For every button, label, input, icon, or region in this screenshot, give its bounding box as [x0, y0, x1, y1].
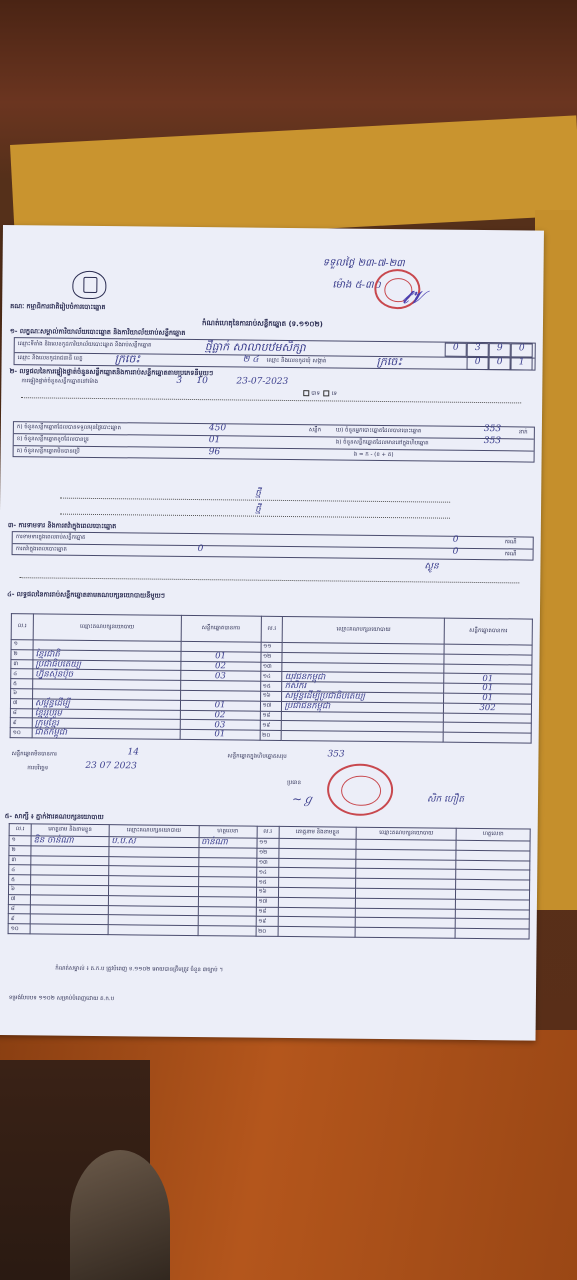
row-no: ១៧ — [258, 898, 268, 905]
party-votes: 01 — [215, 651, 227, 662]
section1-title: ១- លក្ខណៈសម្គាល់ការិយាល័យបោះឆ្នោត និងការិយាល័យរាប់សន្លឹកឆ្នោត — [9, 327, 186, 337]
w-col-sign-left: ហត្ថលេខា — [199, 826, 257, 839]
party-name: សម្ព័ន្ធដើម្បី — [34, 698, 70, 709]
row-no: ១០ — [10, 925, 19, 932]
complaint-label: ការទាមទារក្នុងពេលរាប់សន្លឹកឆ្នោត — [15, 534, 86, 541]
section2-title: ២- លទ្ធផលនៃការផ្ទៀងផ្ទាត់ចំនួនសន្លឹកឆ្នោតនិងការរាប់សន្លឹកឆ្នោតតាមប្រភេទនីមួយៗ — [9, 367, 214, 378]
w-col-party-right: ឈ្មោះគណបក្សនយោបាយ — [356, 827, 456, 840]
row-no: ៥ — [13, 680, 18, 687]
col-no-right: ល.រ — [261, 616, 283, 642]
row-no: ៤ — [11, 866, 16, 873]
party-results-table — [10, 613, 533, 743]
witness-party: ប.ប.ស — [111, 836, 136, 847]
row-no: ១៥ — [262, 683, 271, 690]
party-votes: 01 — [482, 683, 494, 694]
row-no: ១៥ — [258, 879, 267, 886]
party-name: ជាតិកម្ពុជា — [34, 727, 68, 739]
e-value: 353 — [483, 436, 502, 447]
col-votes-right: សន្លឹកឆ្នោតបានការ — [444, 618, 532, 645]
row-no: ១០ — [12, 729, 21, 736]
section5-title: ៥- សាក្សី ៖ ភ្នាក់ងារគណបក្សនយោបាយ — [4, 812, 104, 822]
total-label: សន្លឹកឆ្នោតក្នុងហិបឆ្នោតសរុប — [227, 753, 287, 761]
row-no: ៩ — [10, 915, 15, 922]
w-col-no-left: ល.រ — [9, 824, 31, 836]
row-no: ៨ — [10, 906, 15, 913]
total-ballots-value: 353 — [327, 749, 345, 760]
row-no: ១៨ — [258, 908, 267, 915]
checkbox-row: បាទ ទេ — [301, 390, 337, 397]
objection-unit: ករណី — [504, 551, 517, 558]
party-name: ហ្វ៊ុនស៊ិនប៉ិច — [35, 668, 74, 680]
row-no: ២០ — [258, 928, 267, 935]
row-no: ១៤ — [262, 673, 271, 680]
row-no: ១៦ — [258, 889, 267, 896]
form-footer: ទម្រង់បែបបទ ១១០២ សម្រាប់បំពេញដោយ គ.ក.ប — [8, 995, 115, 1003]
w-col-name-right: គោត្តនាម និងនាមខ្លួន — [279, 826, 357, 839]
start-time-label: ការផ្ទៀងផ្ទាត់ចំនួនសន្លឹកឆ្នោតនៅម៉ោង — [21, 378, 99, 386]
row-no: ៣ — [11, 857, 17, 864]
row-no: ១២ — [262, 653, 272, 661]
row-no: ៣ — [13, 661, 19, 668]
w-col-name-left: គោត្តនាម និងនាមខ្លួន — [31, 824, 109, 837]
row-no: ៩ — [12, 719, 17, 726]
witness-name: ឌិន ចាន់ណា — [33, 835, 74, 846]
party-name: ប្រជាធិបតេយ្យ — [35, 659, 81, 670]
objection-value: 0 — [452, 546, 459, 557]
invalid-label: សន្លឹកឆ្នោតមិនបានការ — [11, 751, 57, 758]
code-top: 0 3 9 0 — [445, 343, 533, 358]
col-party-right: ឈ្មោះគណបក្សនយោបាយ — [283, 616, 445, 644]
row-no: ១ — [11, 837, 16, 844]
protest-label: ការតវ៉ាក្នុងពេលបោះឆ្នោត — [15, 546, 67, 553]
ballot-counts-box — [13, 421, 535, 462]
b-value: 01 — [208, 435, 221, 446]
party-votes: 03 — [214, 719, 226, 730]
party-name: កសិករ — [284, 681, 307, 692]
party-votes: 01 — [214, 700, 226, 711]
no-checkbox[interactable] — [324, 390, 330, 396]
district-code: ២ ៤ — [242, 354, 259, 365]
row-no: ៤ — [13, 670, 18, 677]
row-no: ១៨ — [262, 712, 271, 719]
row-no: ៥ — [11, 876, 16, 883]
row-no: ១៧ — [262, 702, 272, 710]
party-votes: 01 — [214, 729, 226, 740]
invalid-value: 14 — [127, 747, 139, 758]
row-no: ១២ — [258, 849, 268, 856]
date-value: 23 07 2023 — [85, 760, 137, 772]
protest-value: 0 — [197, 544, 204, 555]
row-no: ១៤ — [258, 869, 267, 876]
complaint-value: 0 — [452, 534, 459, 545]
party-votes: 02 — [214, 709, 226, 721]
party-name: យុវជនកម្ពុជា — [284, 671, 326, 682]
row-no: ៦ — [13, 690, 18, 697]
row-no: ៦ — [11, 886, 15, 893]
formula: ង = ក - (ខ + គ) — [353, 451, 394, 459]
start-hour: 3 — [176, 375, 183, 386]
row-no: ១៣ — [258, 859, 268, 866]
party-name: ខ្មែរជាតិ — [35, 649, 60, 660]
w-col-no-right: ល.រ — [257, 826, 279, 838]
footnote: កំណត់សម្គាល់ ៖ គ.ក.ប ត្រូវបំពេញ ទ.១១០២ អោយបានត្រឹមត្រូវ ចំនួន ៣ច្បាប់ ។ — [55, 965, 224, 974]
witness-table — [8, 823, 531, 939]
row-no: ១៦ — [262, 693, 271, 700]
chief-label: ប្រធាន — [287, 780, 302, 787]
complaints-box — [12, 531, 534, 560]
yes-checkbox[interactable] — [303, 390, 309, 396]
row-no: ២០ — [262, 732, 271, 739]
e-label: ង) ចំនួនសន្លឹកឆ្នោតដែលមាននៅក្នុងហិបឆ្នោត — [335, 439, 429, 447]
section3-total-words: ស្ងូន — [424, 561, 439, 572]
signature-top: 𝓵𝓥 — [402, 287, 425, 309]
total-words-2: ថ្មី — [254, 504, 261, 515]
commune-value: ក្រចេះ — [376, 354, 403, 369]
province-label: ឈ្មោះ និងលេខកូដរាជធានី ខេត្ត — [17, 355, 83, 362]
complaint-unit: ករណី — [504, 539, 517, 546]
row-no: ៧ — [12, 700, 18, 707]
party-name: សម្ព័ន្ធដើម្បីប្រជាធិបតេយ្យ — [284, 691, 366, 702]
row-no: ១ — [13, 641, 18, 648]
count-date: 23-07-2023 — [236, 376, 289, 387]
commune-label: ឈ្មោះ និងលេខកូដឃុំ សង្កាត់ — [266, 357, 327, 365]
chief-signature: ~ℊ — [291, 792, 315, 807]
col-no-left: ល.រ — [11, 614, 33, 640]
date-label: ការបរិច្ឆេទ — [27, 765, 49, 772]
a-value: 450 — [208, 423, 227, 434]
party-name: ខ្មែររួបរួម — [34, 708, 62, 719]
section3-title: ៣- ការទាមទារ និងការតវ៉ាក្នុងពេលបោះឆ្នោត — [7, 521, 117, 531]
row-no: ១៩ — [262, 722, 271, 729]
row-no: ១៣ — [262, 663, 272, 670]
c-label: គ) ចំនួនសន្លឹកឆ្នោតមិនបានប្រើ — [16, 448, 80, 455]
d-label: ឃ) ចំនួនអ្នកបោះឆ្នោតដែលបានបោះឆ្នោត — [335, 427, 422, 435]
row-no: ៧ — [10, 896, 16, 903]
c-value: 96 — [208, 447, 221, 458]
row-no: ២ — [13, 651, 18, 658]
official-stamp — [327, 763, 394, 816]
w-col-party-left: ឈ្មោះគណបក្សនយោបាយ — [109, 825, 199, 838]
location-value: ថ្មីធ្លាក់ សាលាបឋមសិក្សា — [204, 340, 306, 355]
code-bottom: 0 0 1 — [467, 357, 533, 371]
party-name: ប្រជាជនកម្ពុជា — [284, 700, 331, 712]
dotted-line-4 — [19, 577, 519, 583]
start-minute: 10 — [196, 376, 208, 387]
party-name: ក្រុមខ្មែរ — [34, 717, 59, 729]
form-title: កំណត់ហេតុនៃការរាប់សន្លឹកឆ្នោត (ទ.១១០២) — [201, 319, 323, 329]
ballot-count-form — [0, 225, 544, 1041]
province-value: ក្រចេះ — [114, 352, 141, 366]
row-no: ២ — [11, 847, 16, 854]
shoe — [70, 1150, 170, 1280]
row-no: ១១ — [263, 644, 272, 651]
a-unit: សន្លឹក — [308, 427, 322, 434]
party-votes: 302 — [479, 702, 496, 714]
a-label: ក) ចំនួនសន្លឹកឆ្នោតដែលបានទទួលមុនថ្ងៃបោះឆ្នោត — [16, 424, 121, 432]
section1-box — [14, 337, 536, 370]
party-votes: 01 — [482, 693, 494, 704]
total-words-1: ថ្មី — [255, 488, 261, 499]
signer-name: សិក ហឿត — [426, 794, 465, 805]
row-no: ១៩ — [258, 918, 267, 925]
party-votes: 02 — [215, 660, 226, 672]
party-votes: 01 — [482, 673, 494, 684]
emblem-icon — [72, 271, 106, 299]
col-party-left: ឈ្មោះគណបក្សនយោបាយ — [33, 614, 181, 642]
b-label: ខ) ចំនួនសន្លឹកឆ្នោតខូចដែលបានប្តូរ — [16, 436, 89, 443]
received-note: ទទួលថ្ងៃ ២៣-៧-២៣ — [322, 257, 405, 270]
d-unit: នាក់ — [518, 429, 528, 436]
witness-signature: ចាន់ណា — [201, 837, 228, 848]
location-label: ឈ្មោះទីតាំង និងលេខកូដការិយាល័យបោះឆ្នោត និងរាប់សន្លឹកឆ្នោត — [17, 341, 152, 349]
d-value: 353 — [483, 424, 502, 435]
dotted-line — [21, 397, 521, 403]
org-name: គណៈ កម្មាធិការជាតិរៀបចំការបោះឆ្នោត — [10, 302, 106, 312]
party-votes: 03 — [214, 670, 226, 681]
col-votes-left: សន្លឹកឆ្នោតបានការ — [181, 615, 261, 642]
row-no: ១១ — [259, 840, 268, 847]
received-time: ម៉ោង ៥-៣០ — [332, 279, 381, 291]
row-no: ៨ — [12, 710, 17, 717]
section4-title: ៤- លទ្ធផលនៃការរាប់សន្លឹកឆ្នោតតាមគណបក្សនយោបាយនីមួយៗ — [7, 590, 165, 600]
w-col-sign-right: ហត្ថលេខា — [456, 828, 530, 841]
